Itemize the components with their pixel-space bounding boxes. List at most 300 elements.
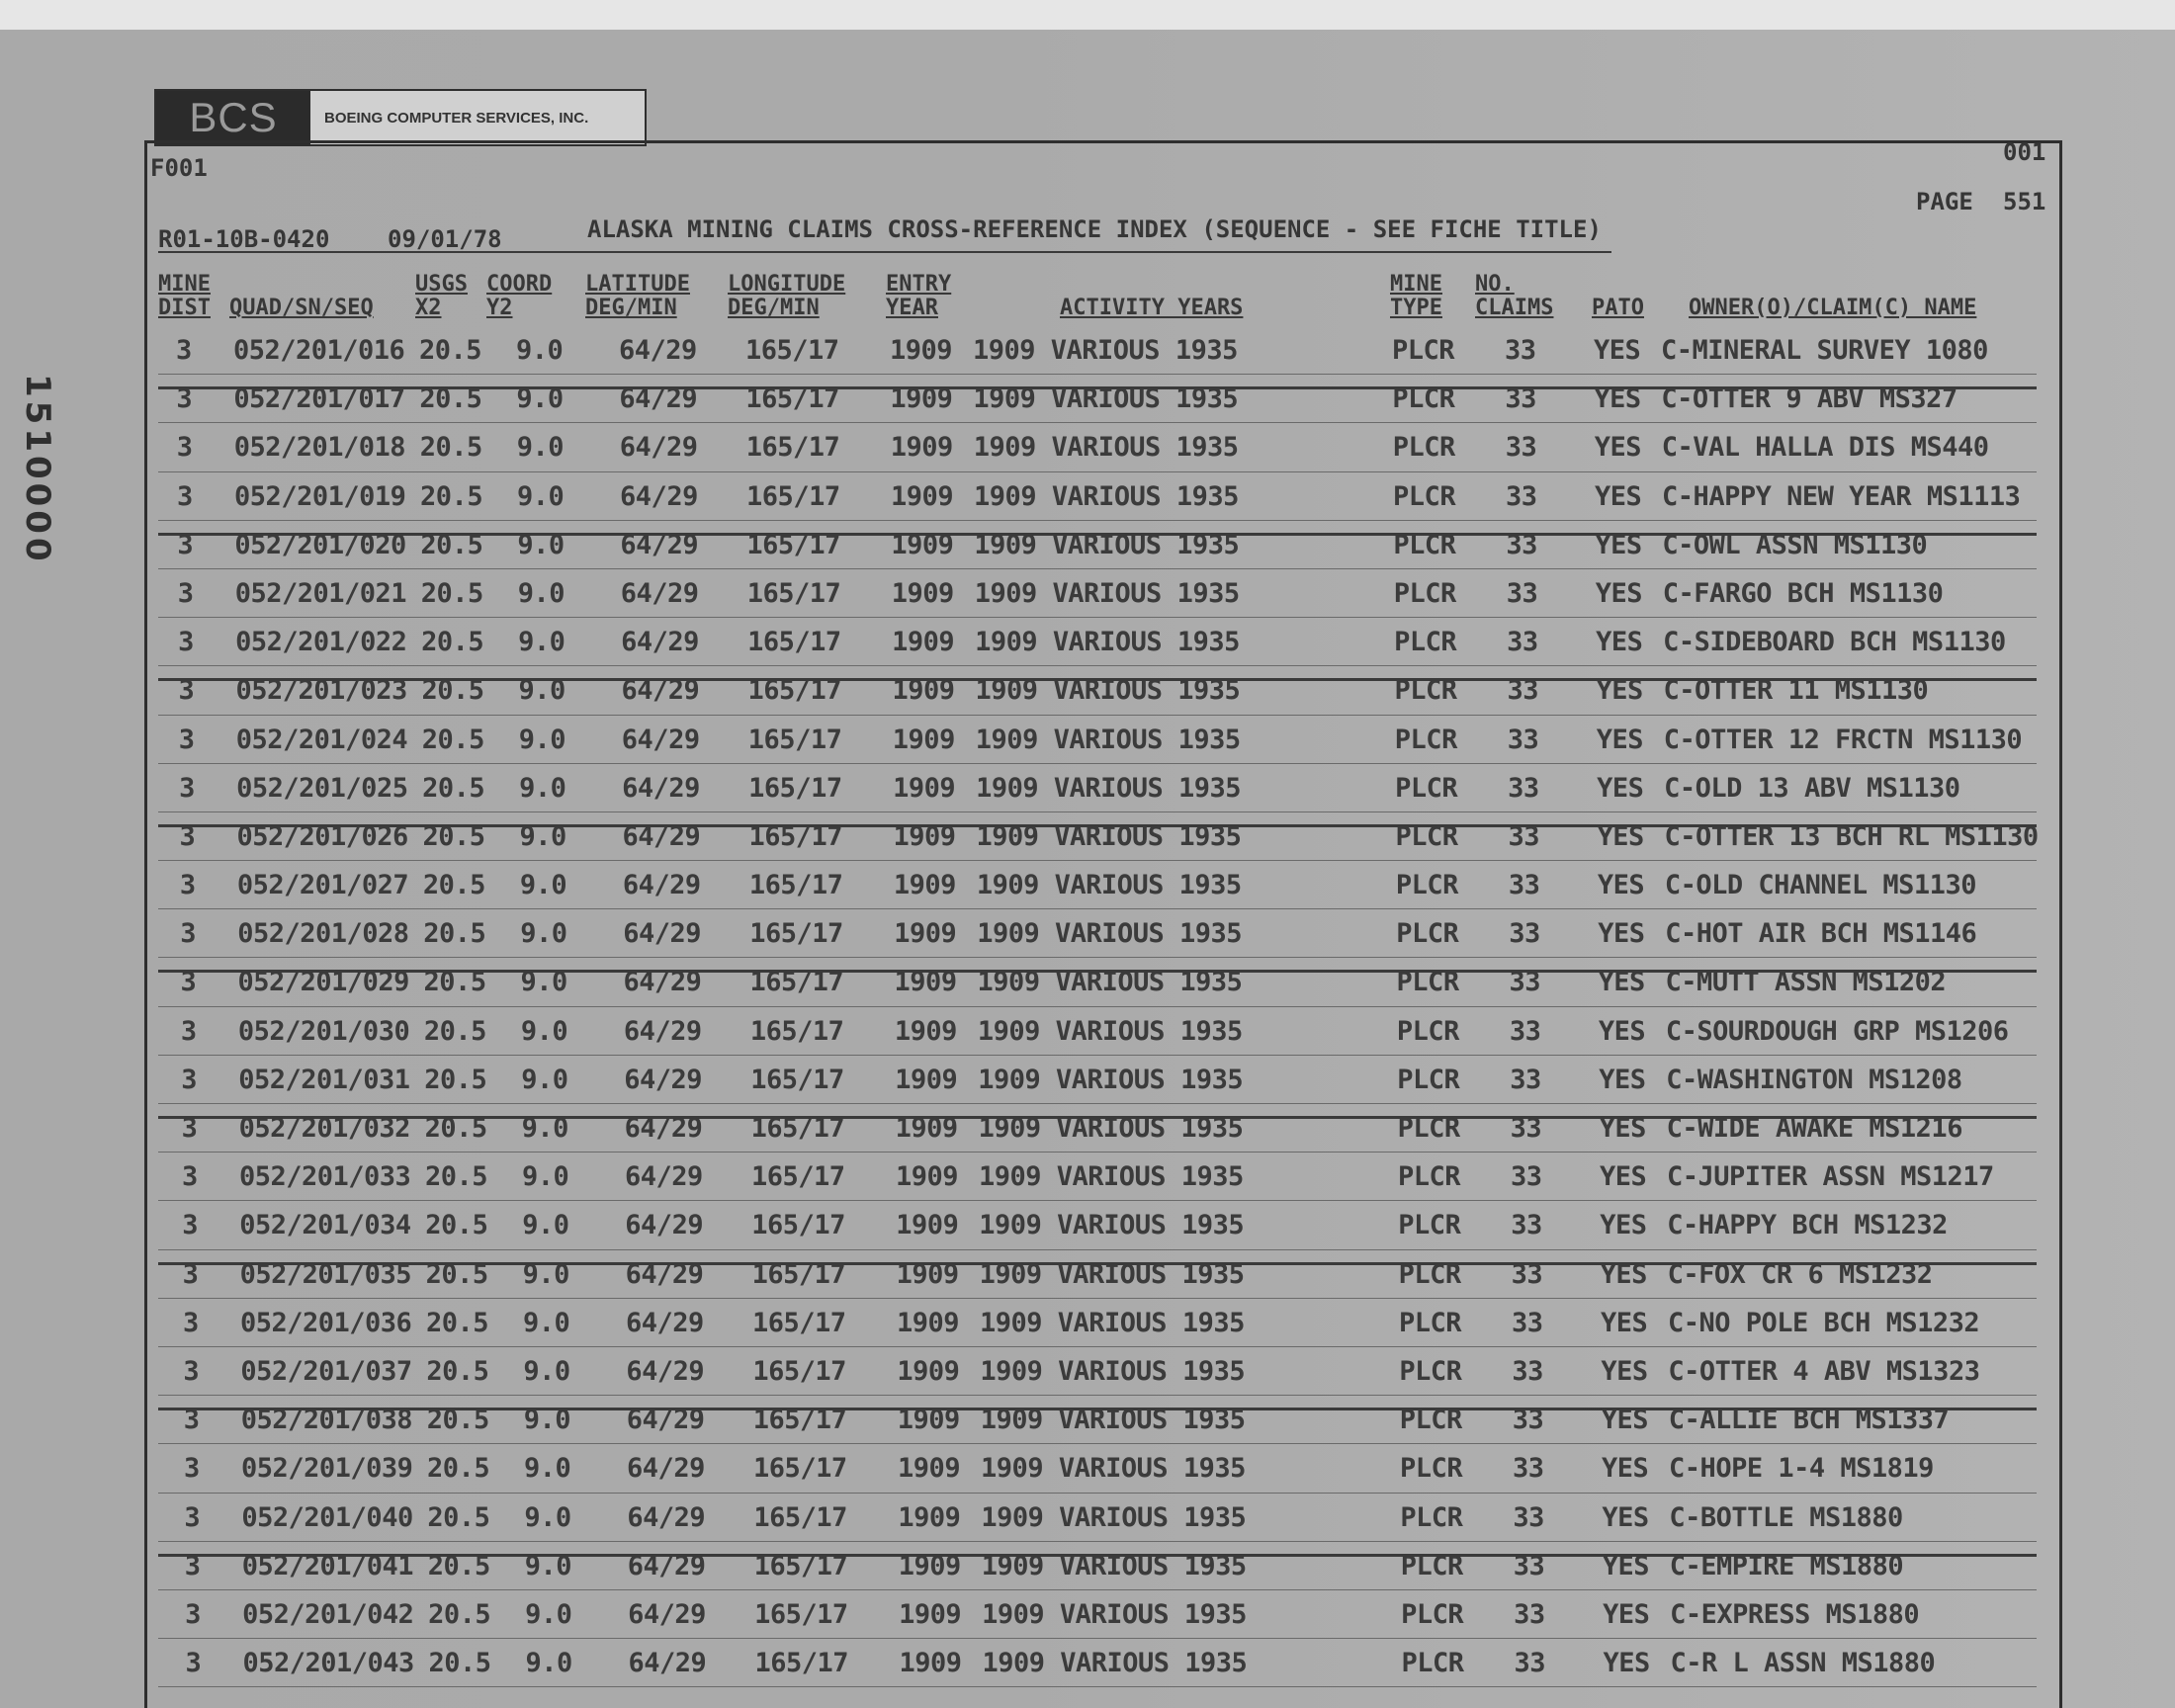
cell-mine-type: PLCR: [1398, 1258, 1461, 1290]
cell-mine-type: PLCR: [1396, 967, 1459, 998]
cell-longitude: 165/17: [749, 918, 843, 950]
cell-activity-years: 1909 VARIOUS 1935: [974, 577, 1240, 609]
cell-activity-years: 1909 VARIOUS 1935: [982, 1648, 1248, 1679]
cell-usgs: 20.5: [425, 1210, 488, 1241]
right-id: 001: [2003, 138, 2046, 166]
table-row: [158, 1250, 2037, 1299]
cell-latitude: 64/29: [623, 967, 702, 998]
cell-pato: YES: [1600, 1258, 1647, 1290]
cell-longitude: 165/17: [747, 627, 841, 658]
col-no-claims: NO. CLAIMS: [1475, 272, 1554, 320]
cell-mine-type: PLCR: [1394, 724, 1457, 755]
cell-mine-dist: 3: [181, 1113, 198, 1144]
table-row: [158, 1201, 2037, 1249]
cell-mine-dist: 3: [179, 820, 196, 852]
cell-usgs: 20.5: [425, 1258, 488, 1290]
cell-usgs: 20.5: [427, 1453, 490, 1485]
cell-owner-claim-name: C-EMPIRE MS1880: [1669, 1550, 1904, 1581]
cell-entry-year: 1909: [899, 1598, 962, 1630]
table-row: [158, 1153, 2037, 1201]
col-owner-claim-name: OWNER(O)/CLAIM(C) NAME: [1689, 296, 1977, 320]
cell-longitude: 165/17: [752, 1405, 847, 1436]
cell-quad: 052/201/030: [237, 1015, 410, 1047]
cell-quad: 052/201/039: [241, 1453, 413, 1485]
title-underline: [158, 251, 1611, 253]
cell-no-claims: 33: [1507, 675, 1538, 707]
table-row: [158, 958, 2037, 1006]
cell-usgs: 20.5: [424, 1161, 487, 1193]
cell-coord: 9.0: [525, 1598, 572, 1630]
cell-pato: YES: [1594, 335, 1641, 366]
cell-mine-dist: 3: [185, 1598, 201, 1630]
logo-company-name: BOEING COMPUTER SERVICES, INC.: [324, 109, 589, 127]
cell-mine-type: PLCR: [1393, 480, 1456, 512]
cell-quad: 052/201/031: [238, 1064, 410, 1095]
cell-longitude: 165/17: [749, 1015, 844, 1047]
cell-usgs: 20.5: [421, 627, 484, 658]
table-row: [158, 909, 2037, 958]
cell-mine-type: PLCR: [1396, 1015, 1459, 1047]
cell-activity-years: 1909 VARIOUS 1935: [979, 1210, 1245, 1241]
table-row: [158, 1104, 2037, 1153]
cell-mine-type: PLCR: [1392, 384, 1455, 415]
cell-latitude: 64/29: [623, 1015, 702, 1047]
cell-coord: 9.0: [523, 1355, 570, 1387]
cell-latitude: 64/29: [628, 1648, 707, 1679]
cell-usgs: 20.5: [420, 577, 483, 609]
cell-usgs: 20.5: [419, 384, 482, 415]
cell-owner-claim-name: C-WIDE AWAKE MS1216: [1666, 1113, 1962, 1144]
report-id: R01-10B-0420: [158, 225, 330, 253]
cell-owner-claim-name: C-OTTER 4 ABV MS1323: [1668, 1355, 1980, 1387]
cell-activity-years: 1909 VARIOUS 1935: [982, 1598, 1247, 1630]
cell-mine-type: PLCR: [1392, 432, 1455, 464]
cell-mine-type: PLCR: [1396, 918, 1459, 950]
cell-mine-dist: 3: [181, 1161, 198, 1193]
cell-longitude: 165/17: [747, 675, 841, 707]
cell-pato: YES: [1595, 577, 1643, 609]
cell-mine-type: PLCR: [1394, 675, 1457, 707]
cell-mine-type: PLCR: [1398, 1210, 1461, 1241]
cell-entry-year: 1909: [898, 1550, 961, 1581]
cell-longitude: 165/17: [748, 772, 842, 804]
table-row: [158, 569, 2037, 618]
cell-activity-years: 1909 VARIOUS 1935: [981, 1550, 1247, 1581]
cell-owner-claim-name: C-OTTER 13 BCH RL MS1130: [1664, 820, 2039, 852]
cell-pato: YES: [1602, 1453, 1649, 1485]
cell-usgs: 20.5: [424, 1113, 487, 1144]
cell-usgs: 20.5: [426, 1405, 489, 1436]
cell-mine-dist: 3: [182, 1258, 199, 1290]
cell-mine-dist: 3: [179, 870, 196, 901]
report-title: ALASKA MINING CLAIMS CROSS-REFERENCE INDEX (SEQUENCE - SEE FICHE TITLE): [587, 215, 1602, 243]
cell-no-claims: 33: [1512, 1307, 1543, 1338]
cell-mine-dist: 3: [183, 1355, 200, 1387]
cell-quad: 052/201/041: [241, 1550, 414, 1581]
cell-coord: 9.0: [517, 577, 566, 609]
cell-owner-claim-name: C-MUTT ASSN MS1202: [1665, 967, 1947, 998]
col-usgs: USGS X2: [415, 272, 468, 320]
cell-quad: 052/201/025: [236, 772, 408, 804]
cell-entry-year: 1909: [891, 529, 954, 560]
cell-mine-type: PLCR: [1400, 1550, 1463, 1581]
cell-longitude: 165/17: [753, 1501, 847, 1533]
cell-coord: 9.0: [524, 1453, 571, 1485]
cell-coord: 9.0: [517, 529, 565, 560]
cell-no-claims: 33: [1513, 1501, 1544, 1533]
cell-coord: 9.0: [519, 870, 567, 901]
cell-quad: 052/201/036: [240, 1307, 412, 1338]
top-margin-band: [0, 0, 2175, 30]
cell-quad: 052/201/024: [235, 724, 408, 755]
cell-mine-dist: 3: [184, 1550, 201, 1581]
cell-entry-year: 1909: [896, 1258, 959, 1290]
cell-coord: 9.0: [521, 1113, 568, 1144]
cell-latitude: 64/29: [624, 1064, 703, 1095]
col-latitude: LATITUDE DEG/MIN: [585, 272, 690, 320]
cell-latitude: 64/29: [621, 724, 700, 755]
cell-longitude: 165/17: [745, 335, 839, 366]
cell-mine-dist: 3: [177, 480, 193, 512]
cell-latitude: 64/29: [619, 432, 698, 464]
cell-activity-years: 1909 VARIOUS 1935: [981, 1501, 1247, 1533]
cell-quad: 052/201/018: [233, 432, 405, 464]
cell-activity-years: 1909 VARIOUS 1935: [978, 1113, 1244, 1144]
cell-latitude: 64/29: [628, 1598, 706, 1630]
cell-pato: YES: [1594, 432, 1641, 464]
cell-mine-dist: 3: [177, 529, 194, 560]
cell-entry-year: 1909: [892, 724, 955, 755]
cell-latitude: 64/29: [623, 918, 701, 950]
cell-owner-claim-name: C-OLD CHANNEL MS1130: [1664, 870, 1976, 901]
cell-usgs: 20.5: [422, 870, 485, 901]
cell-usgs: 20.5: [427, 1550, 490, 1581]
table-row: [158, 326, 2037, 375]
cell-quad: 052/201/037: [240, 1355, 412, 1387]
cell-latitude: 64/29: [624, 1161, 703, 1193]
cell-coord: 9.0: [518, 724, 566, 755]
logo-mark: BCS: [156, 91, 310, 144]
cell-pato: YES: [1595, 480, 1642, 512]
cell-coord: 9.0: [524, 1501, 571, 1533]
cell-usgs: 20.5: [421, 724, 484, 755]
cell-quad: 052/201/032: [238, 1113, 410, 1144]
cell-longitude: 165/17: [753, 1453, 847, 1485]
cell-coord: 9.0: [516, 432, 564, 464]
cell-latitude: 64/29: [627, 1550, 706, 1581]
cell-pato: YES: [1597, 870, 1645, 901]
cell-coord: 9.0: [516, 335, 564, 366]
cell-latitude: 64/29: [627, 1453, 705, 1485]
cell-activity-years: 1909 VARIOUS 1935: [973, 432, 1239, 464]
cell-mine-type: PLCR: [1397, 1161, 1460, 1193]
col-quad: QUAD/SN/SEQ: [229, 296, 374, 320]
col-mine-type: MINE TYPE: [1390, 272, 1442, 320]
cell-mine-type: PLCR: [1397, 1113, 1460, 1144]
cell-mine-dist: 3: [185, 1648, 202, 1679]
cell-mine-dist: 3: [178, 627, 194, 658]
cell-pato: YES: [1596, 627, 1643, 658]
cell-pato: YES: [1603, 1598, 1650, 1630]
cell-longitude: 165/17: [751, 1210, 845, 1241]
table-row: [158, 666, 2037, 715]
table-row: [158, 1639, 2037, 1687]
cell-activity-years: 1909 VARIOUS 1935: [975, 724, 1241, 755]
cell-owner-claim-name: C-EXPRESS MS1880: [1670, 1598, 1920, 1630]
cell-mine-type: PLCR: [1395, 820, 1458, 852]
cell-mine-dist: 3: [176, 335, 192, 366]
cell-latitude: 64/29: [620, 529, 699, 560]
cell-owner-claim-name: C-JUPITER ASSN MS1217: [1666, 1161, 1994, 1193]
cell-activity-years: 1909 VARIOUS 1935: [974, 529, 1240, 560]
cell-quad: 052/201/023: [235, 675, 407, 707]
cell-usgs: 20.5: [422, 772, 485, 804]
cell-no-claims: 33: [1509, 918, 1540, 950]
cell-mine-dist: 3: [179, 772, 195, 804]
table-row: [158, 618, 2037, 666]
cell-coord: 9.0: [519, 820, 566, 852]
cell-activity-years: 1909 VARIOUS 1935: [973, 384, 1239, 415]
cell-no-claims: 33: [1509, 1015, 1541, 1047]
claims-table-body: [158, 326, 2037, 1687]
cell-no-claims: 33: [1510, 1161, 1542, 1193]
cell-mine-dist: 3: [180, 918, 196, 950]
cell-owner-claim-name: C-ALLIE BCH MS1337: [1668, 1405, 1950, 1436]
cell-usgs: 20.5: [426, 1307, 489, 1338]
cell-latitude: 64/29: [626, 1355, 705, 1387]
cell-pato: YES: [1596, 724, 1644, 755]
left-id: F001: [150, 154, 208, 182]
cell-coord: 9.0: [520, 918, 567, 950]
cell-owner-claim-name: C-OLD 13 ABV MS1130: [1664, 772, 1960, 804]
cell-mine-dist: 3: [177, 577, 194, 609]
cell-owner-claim-name: C-VAL HALLA DIS MS440: [1661, 432, 1989, 464]
cell-mine-type: PLCR: [1400, 1453, 1463, 1485]
cell-longitude: 165/17: [750, 1113, 845, 1144]
cell-entry-year: 1909: [891, 480, 954, 512]
cell-quad: 052/201/026: [236, 820, 408, 852]
cell-latitude: 64/29: [624, 1113, 703, 1144]
cell-quad: 052/201/043: [242, 1648, 414, 1679]
cell-activity-years: 1909 VARIOUS 1935: [973, 335, 1238, 366]
cell-owner-claim-name: C-BOTTLE MS1880: [1669, 1501, 1903, 1533]
cell-mine-dist: 3: [180, 1015, 197, 1047]
cell-latitude: 64/29: [619, 384, 698, 415]
cell-quad: 052/201/019: [234, 480, 406, 512]
cell-no-claims: 33: [1509, 967, 1541, 998]
cell-owner-claim-name: C-HAPPY BCH MS1232: [1667, 1210, 1948, 1241]
cell-latitude: 64/29: [626, 1405, 705, 1436]
table-row: [158, 423, 2037, 471]
cell-pato: YES: [1601, 1307, 1648, 1338]
cell-coord: 9.0: [518, 627, 566, 658]
cell-coord: 9.0: [519, 772, 566, 804]
cell-usgs: 20.5: [420, 480, 483, 512]
cell-activity-years: 1909 VARIOUS 1935: [979, 1258, 1245, 1290]
table-row: [158, 1542, 2037, 1590]
cell-mine-dist: 3: [184, 1453, 200, 1485]
cell-quad: 052/201/021: [234, 577, 407, 609]
cell-no-claims: 33: [1508, 820, 1540, 852]
cell-activity-years: 1909 VARIOUS 1935: [977, 918, 1243, 950]
page-label: PAGE: [1916, 188, 1973, 215]
cell-mine-dist: 3: [183, 1307, 199, 1338]
cell-owner-claim-name: C-R L ASSN MS1880: [1670, 1648, 1936, 1679]
cell-activity-years: 1909 VARIOUS 1935: [975, 627, 1240, 658]
cell-entry-year: 1909: [895, 1064, 958, 1095]
cell-mine-type: PLCR: [1399, 1405, 1462, 1436]
cell-longitude: 165/17: [745, 384, 839, 415]
cell-coord: 9.0: [516, 384, 564, 415]
cell-coord: 9.0: [517, 480, 565, 512]
cell-latitude: 64/29: [621, 627, 699, 658]
cell-owner-claim-name: C-HOPE 1-4 MS1819: [1669, 1453, 1934, 1485]
cell-longitude: 165/17: [752, 1355, 846, 1387]
cell-longitude: 165/17: [746, 529, 840, 560]
cell-usgs: 20.5: [423, 967, 486, 998]
cell-mine-type: PLCR: [1401, 1598, 1464, 1630]
table-row: [158, 764, 2037, 812]
cell-entry-year: 1909: [893, 820, 956, 852]
cell-usgs: 20.5: [420, 529, 483, 560]
cell-longitude: 165/17: [754, 1648, 848, 1679]
cell-usgs: 20.5: [428, 1598, 491, 1630]
cell-no-claims: 33: [1508, 870, 1540, 901]
cell-latitude: 64/29: [619, 335, 697, 366]
cell-longitude: 165/17: [745, 432, 840, 464]
cell-pato: YES: [1598, 967, 1645, 998]
cell-latitude: 64/29: [621, 675, 700, 707]
cell-activity-years: 1909 VARIOUS 1935: [977, 1015, 1243, 1047]
cell-no-claims: 33: [1510, 1064, 1541, 1095]
cell-pato: YES: [1599, 1064, 1646, 1095]
cell-usgs: 20.5: [421, 675, 484, 707]
cell-no-claims: 33: [1505, 384, 1536, 415]
cell-activity-years: 1909 VARIOUS 1935: [975, 675, 1241, 707]
cell-activity-years: 1909 VARIOUS 1935: [976, 870, 1242, 901]
cell-entry-year: 1909: [894, 1015, 957, 1047]
cell-mine-dist: 3: [183, 1405, 200, 1436]
cell-mine-dist: 3: [184, 1501, 201, 1533]
col-coord: COORD Y2: [486, 272, 553, 320]
cell-owner-claim-name: C-WASHINGTON MS1208: [1666, 1064, 1962, 1095]
cell-activity-years: 1909 VARIOUS 1935: [978, 1064, 1244, 1095]
cell-pato: YES: [1602, 1501, 1649, 1533]
cell-mine-dist: 3: [180, 967, 197, 998]
cell-pato: YES: [1600, 1210, 1647, 1241]
table-row: [158, 1007, 2037, 1056]
cell-quad: 052/201/017: [233, 384, 405, 415]
cell-no-claims: 33: [1506, 577, 1538, 609]
cell-activity-years: 1909 VARIOUS 1935: [974, 480, 1239, 512]
cell-activity-years: 1909 VARIOUS 1935: [980, 1307, 1245, 1338]
cell-quad: 052/201/016: [233, 335, 405, 366]
table-row: [158, 861, 2037, 909]
cell-no-claims: 33: [1513, 1550, 1545, 1581]
cell-quad: 052/201/038: [240, 1405, 412, 1436]
cell-pato: YES: [1599, 1113, 1646, 1144]
cell-activity-years: 1909 VARIOUS 1935: [977, 967, 1243, 998]
cell-mine-dist: 3: [178, 675, 195, 707]
cell-no-claims: 33: [1512, 1355, 1543, 1387]
cell-usgs: 20.5: [423, 918, 486, 950]
cell-latitude: 64/29: [622, 772, 700, 804]
cell-pato: YES: [1595, 529, 1642, 560]
cell-longitude: 165/17: [746, 577, 841, 609]
cell-no-claims: 33: [1506, 480, 1537, 512]
cell-quad: 052/201/029: [237, 967, 409, 998]
table-row: [158, 375, 2037, 423]
cell-longitude: 165/17: [752, 1307, 846, 1338]
cell-quad: 052/201/042: [242, 1598, 414, 1630]
cell-latitude: 64/29: [622, 820, 701, 852]
cell-no-claims: 33: [1514, 1598, 1545, 1630]
cell-quad: 052/201/034: [239, 1210, 411, 1241]
cell-entry-year: 1909: [892, 627, 955, 658]
cell-pato: YES: [1599, 1161, 1647, 1193]
cell-no-claims: 33: [1510, 1113, 1542, 1144]
cell-owner-claim-name: C-MINERAL SURVEY 1080: [1661, 335, 1988, 366]
cell-usgs: 20.5: [428, 1648, 491, 1679]
cell-entry-year: 1909: [895, 1113, 958, 1144]
cell-mine-type: PLCR: [1393, 577, 1456, 609]
page-number: 551: [2003, 188, 2046, 215]
cell-no-claims: 33: [1507, 627, 1538, 658]
cell-quad: 052/201/020: [234, 529, 406, 560]
cell-entry-year: 1909: [890, 432, 953, 464]
cell-entry-year: 1909: [893, 772, 956, 804]
cell-entry-year: 1909: [897, 1355, 960, 1387]
cell-no-claims: 33: [1506, 529, 1537, 560]
cell-mine-type: PLCR: [1392, 335, 1455, 366]
cell-mine-type: PLCR: [1401, 1648, 1464, 1679]
table-row: [158, 1299, 2037, 1347]
cell-entry-year: 1909: [896, 1210, 959, 1241]
cell-mine-type: PLCR: [1397, 1064, 1460, 1095]
cell-usgs: 20.5: [419, 432, 482, 464]
cell-quad: 052/201/040: [241, 1501, 413, 1533]
cell-activity-years: 1909 VARIOUS 1935: [980, 1355, 1246, 1387]
cell-activity-years: 1909 VARIOUS 1935: [978, 1161, 1244, 1193]
cell-owner-claim-name: C-FOX CR 6 MS1232: [1667, 1258, 1933, 1290]
cell-entry-year: 1909: [891, 577, 954, 609]
cell-owner-claim-name: C-HAPPY NEW YEAR MS1113: [1662, 480, 2021, 512]
report-date: 09/01/78: [388, 225, 502, 253]
cell-owner-claim-name: C-NO POLE BCH MS1232: [1668, 1307, 1980, 1338]
cell-quad: 052/201/035: [239, 1258, 411, 1290]
cell-mine-dist: 3: [176, 432, 193, 464]
cell-pato: YES: [1601, 1405, 1648, 1436]
table-row: [158, 1444, 2037, 1493]
cell-longitude: 165/17: [748, 820, 843, 852]
table-row: [158, 812, 2037, 861]
cell-quad: 052/201/028: [237, 918, 409, 950]
cell-owner-claim-name: C-OTTER 11 MS1130: [1663, 675, 1929, 707]
cell-pato: YES: [1596, 675, 1643, 707]
cell-entry-year: 1909: [895, 1161, 958, 1193]
cell-owner-claim-name: C-OTTER 9 ABV MS327: [1661, 384, 1958, 415]
cell-entry-year: 1909: [897, 1307, 960, 1338]
cell-mine-type: PLCR: [1394, 627, 1457, 658]
cell-activity-years: 1909 VARIOUS 1935: [980, 1405, 1246, 1436]
cell-pato: YES: [1601, 1355, 1648, 1387]
cell-no-claims: 33: [1512, 1405, 1544, 1436]
cell-no-claims: 33: [1505, 432, 1537, 464]
col-activity-years: ACTIVITY YEARS: [1060, 296, 1244, 320]
cell-owner-claim-name: C-OWL ASSN MS1130: [1662, 529, 1928, 560]
cell-mine-type: PLCR: [1395, 772, 1458, 804]
cell-latitude: 64/29: [627, 1501, 706, 1533]
